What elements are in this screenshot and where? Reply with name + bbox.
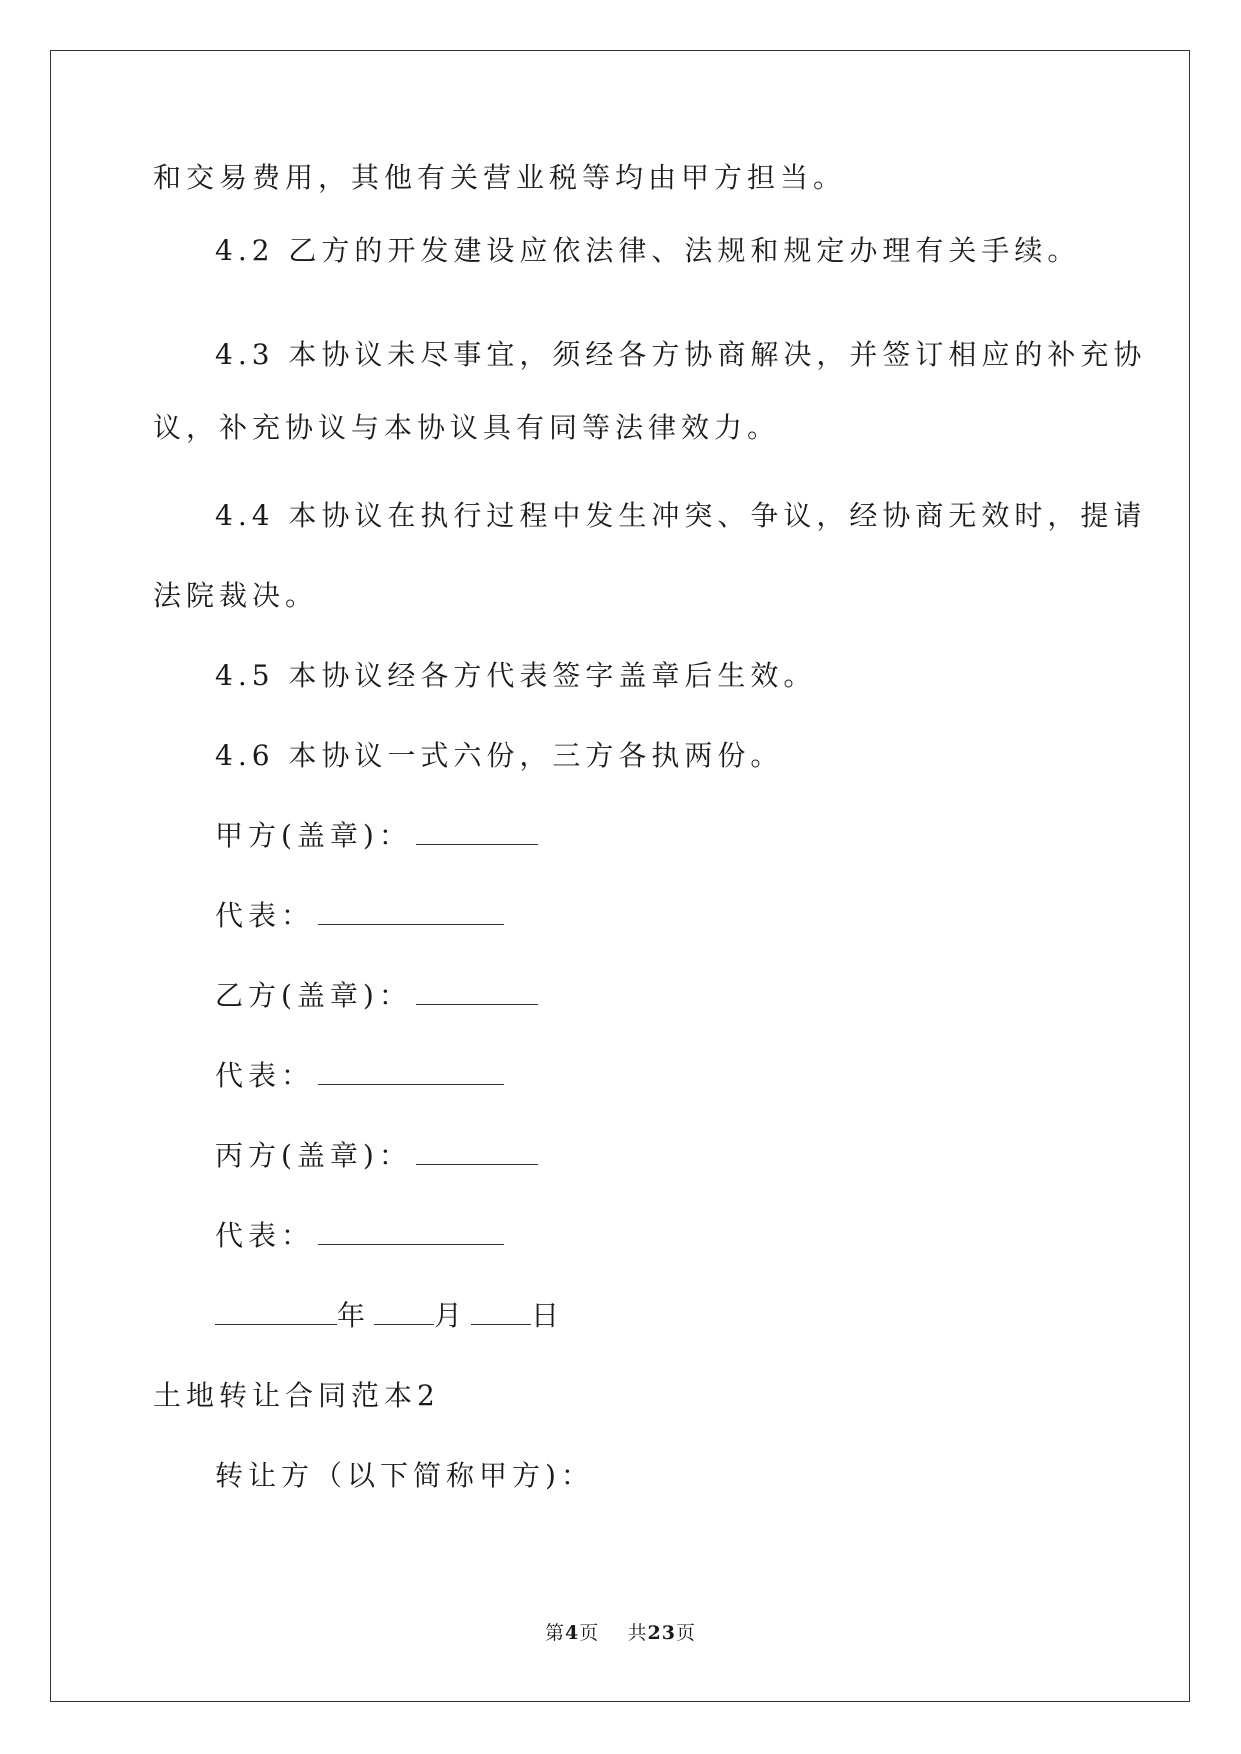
representative-c [215, 1218, 504, 1254]
footer-total-unit: 页 [675, 1622, 696, 1644]
total-page-number: 23 [647, 1622, 676, 1644]
clause-4-6: 4.6 本协议一式六份，三方各执两份。 [215, 739, 784, 772]
representative-a [215, 898, 504, 934]
current-page-number: 4 [565, 1622, 580, 1644]
representative-blank [318, 898, 504, 925]
representative-b-label: 代表： [215, 1059, 315, 1092]
paragraph-line: 和交易费用，其他有关营业税等均由甲方担当。 [153, 161, 847, 194]
footer-prefix: 第 [545, 1622, 566, 1644]
footer-total-prefix: 共 [627, 1622, 648, 1644]
month-label: 月 [434, 1299, 468, 1332]
representative-blank [318, 1218, 504, 1245]
signature-party-b-label: 乙方(盖章)： [215, 979, 412, 1012]
signature-blank [416, 1138, 538, 1165]
clause-4-5: 4.5 本协议经各方代表签字盖章后生效。 [215, 659, 817, 692]
signature-blank [416, 978, 538, 1005]
representative-blank [318, 1058, 504, 1085]
signature-party-c-label: 丙方(盖章)： [215, 1139, 412, 1172]
transferor-line: 转让方（以下简称甲方)： [215, 1459, 594, 1492]
day-label: 日 [531, 1299, 565, 1332]
representative-b [215, 1058, 504, 1094]
signature-party-a [215, 818, 538, 854]
section-title: 土地转让合同范本2 [153, 1379, 440, 1412]
year-blank [215, 1298, 337, 1325]
representative-c-label: 代表： [215, 1219, 315, 1252]
page-border [50, 50, 1190, 1702]
clause-4-3-line1: 4.3 本协议未尽事宜，须经各方协商解决，并签订相应的补充协 [215, 338, 1147, 371]
clause-4-2: 4.2 乙方的开发建设应依法律、法规和规定办理有关手续。 [215, 234, 1081, 267]
year-label: 年 [337, 1299, 371, 1332]
page-footer [0, 1618, 1241, 1645]
clause-4-4-line2: 法院裁决。 [153, 579, 319, 612]
month-blank [374, 1298, 434, 1325]
signature-party-a-label: 甲方(盖章)： [215, 819, 412, 852]
signature-party-c [215, 1138, 538, 1174]
clause-4-4-line1: 4.4 本协议在执行过程中发生冲突、争议，经协商无效时，提请 [215, 499, 1147, 532]
date-line [215, 1298, 564, 1334]
day-blank [471, 1298, 531, 1325]
footer-page-unit: 页 [579, 1622, 600, 1644]
representative-a-label: 代表： [215, 899, 315, 932]
clause-4-3-line2: 议，补充协议与本协议具有同等法律效力。 [153, 411, 781, 444]
signature-blank [416, 818, 538, 845]
signature-party-b [215, 978, 538, 1014]
